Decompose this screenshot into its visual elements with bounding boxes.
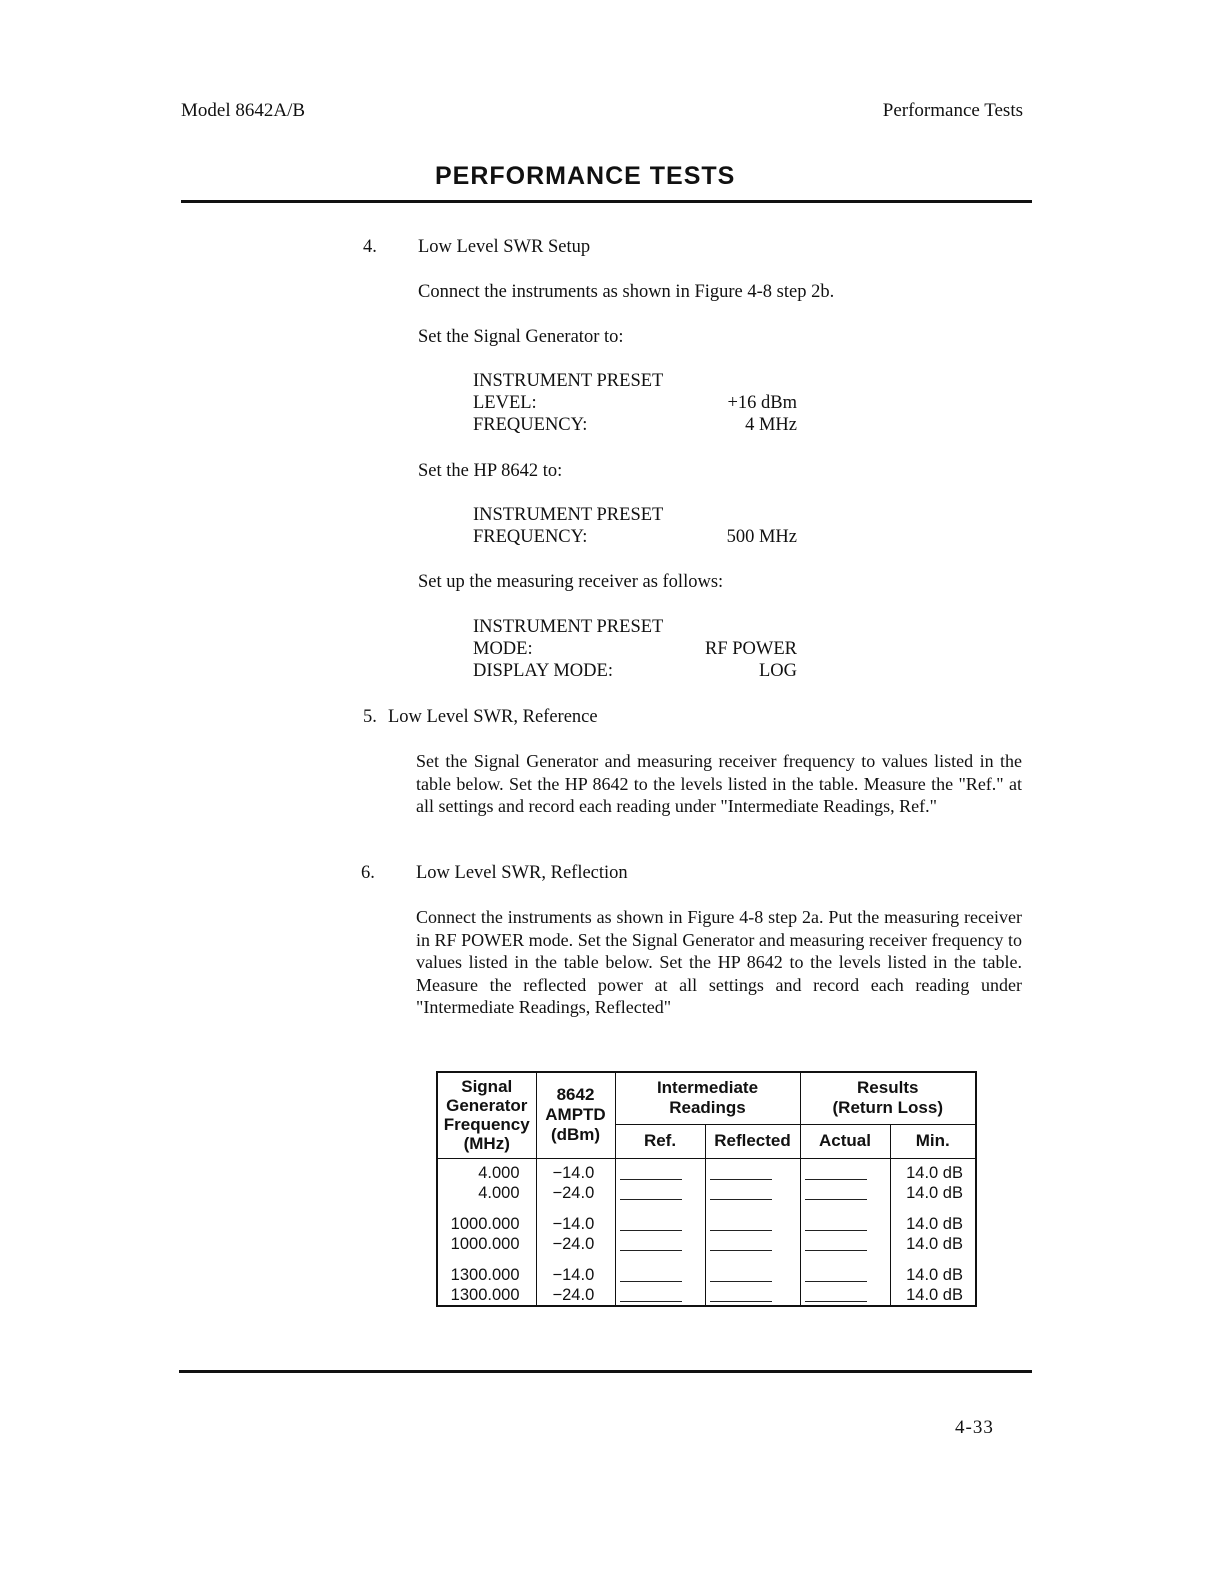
table-row: [437, 1234, 976, 1254]
page-title: PERFORMANCE TESTS: [435, 162, 736, 190]
step4-receiver-intro: Set up the measuring receiver as follows:: [418, 572, 724, 592]
cell-amptd: −14.0: [536, 1265, 615, 1285]
entry-reflected[interactable]: [705, 1234, 800, 1254]
siggen-setting-value: 4 MHz: [745, 415, 797, 435]
table-row: [437, 1163, 976, 1183]
table-row: [437, 1285, 976, 1306]
entry-reflected[interactable]: [705, 1183, 800, 1203]
hp-setting-value: 500 MHz: [726, 527, 797, 547]
page-number: 4-33: [955, 1417, 994, 1438]
table-row: [437, 1183, 976, 1203]
entry-ref[interactable]: [615, 1214, 705, 1234]
entry-actual[interactable]: [800, 1234, 890, 1254]
footer-rule: [179, 1370, 1032, 1373]
entry-ref[interactable]: [615, 1183, 705, 1203]
receiver-setting-label: MODE:: [473, 639, 533, 659]
step4-connect: Connect the instruments as shown in Figure 4-8 step 2b.: [418, 282, 835, 302]
siggen-setting-value: +16 dBm: [727, 393, 797, 413]
table-row: [437, 1214, 976, 1234]
table-row: [437, 1265, 976, 1285]
cell-min: 14.0 dB: [890, 1265, 976, 1285]
entry-ref[interactable]: [615, 1285, 705, 1306]
step4-hp-intro: Set the HP 8642 to:: [418, 461, 563, 481]
hp-setting-label: INSTRUMENT PRESET: [473, 505, 664, 525]
column-header-min: Min.: [890, 1124, 976, 1158]
cell-min: 14.0 dB: [890, 1163, 976, 1183]
cell-amptd: −14.0: [536, 1214, 615, 1234]
receiver-setting-label: DISPLAY MODE:: [473, 661, 613, 681]
column-header-actual: Actual: [800, 1124, 890, 1158]
step4-siggen-intro: Set the Signal Generator to:: [418, 327, 624, 347]
cell-min: 14.0 dB: [890, 1183, 976, 1203]
cell-amptd: −24.0: [536, 1234, 615, 1254]
receiver-setting-value: LOG: [758, 661, 797, 681]
cell-frequency: 1000.000: [437, 1214, 536, 1234]
step6-body: Connect the instruments as shown in Figure 4-8 step 2a. Put the measuring receiver in RF POWER mode. Set the Signal Generator and measuring receiver frequency to values listed in the table below. Set the HP 8642 to the levels listed in the table. Measure the reflected power at all settings and record each reading under "Intermediate Readings, Reflected": [416, 907, 1022, 1017]
entry-ref[interactable]: [615, 1234, 705, 1254]
cell-frequency: 1300.000: [437, 1265, 536, 1285]
group-header-results: Results (Return Loss): [800, 1072, 976, 1124]
cell-min: 14.0 dB: [890, 1234, 976, 1254]
cell-frequency: 4.000: [437, 1183, 536, 1203]
siggen-setting-label: INSTRUMENT PRESET: [473, 371, 664, 391]
cell-amptd: −24.0: [536, 1285, 615, 1306]
cell-min: 14.0 dB: [890, 1214, 976, 1234]
entry-reflected[interactable]: [705, 1285, 800, 1306]
step5-body: Set the Signal Generator and measuring receiver frequency to values listed in the table below. Set the HP 8642 to the levels listed in the table. Measure the "Ref." at all settings and record each reading under "Intermediate Readings, Ref.": [416, 751, 1022, 816]
swr-results-table: [436, 1071, 977, 1307]
column-header-frequency: Signal Generator Frequency (MHz): [437, 1072, 536, 1158]
column-header-amptd: 8642 AMPTD (dBm): [536, 1072, 615, 1158]
step4-heading: Low Level SWR Setup: [418, 237, 591, 257]
step5-number: 5.: [363, 707, 377, 727]
step5-heading: Low Level SWR, Reference: [388, 707, 598, 727]
siggen-setting-label: FREQUENCY:: [473, 415, 588, 435]
receiver-setting-label: INSTRUMENT PRESET: [473, 617, 664, 637]
entry-ref[interactable]: [615, 1163, 705, 1183]
receiver-setting-value: RF POWER: [704, 639, 797, 659]
cell-frequency: 1300.000: [437, 1285, 536, 1306]
step6-number: 6.: [361, 863, 375, 883]
siggen-setting-label: LEVEL:: [473, 393, 537, 413]
entry-reflected[interactable]: [705, 1265, 800, 1285]
cell-frequency: 4.000: [437, 1163, 536, 1183]
entry-ref[interactable]: [615, 1265, 705, 1285]
step6-heading: Low Level SWR, Reflection: [416, 863, 628, 883]
column-header-ref: Ref.: [615, 1124, 705, 1158]
entry-actual[interactable]: [800, 1183, 890, 1203]
entry-actual[interactable]: [800, 1163, 890, 1183]
group-header-intermediate: Intermediate Readings: [615, 1072, 800, 1124]
title-rule: [181, 200, 1032, 203]
cell-min: 14.0 dB: [890, 1285, 976, 1306]
step4-number: 4.: [363, 237, 377, 257]
entry-actual[interactable]: [800, 1285, 890, 1306]
cell-frequency: 1000.000: [437, 1234, 536, 1254]
header-section: Performance Tests: [882, 100, 1023, 121]
header-model: Model 8642A/B: [181, 100, 306, 121]
entry-reflected[interactable]: [705, 1214, 800, 1234]
hp-setting-label: FREQUENCY:: [473, 527, 588, 547]
entry-actual[interactable]: [800, 1214, 890, 1234]
entry-reflected[interactable]: [705, 1163, 800, 1183]
column-header-reflected: Reflected: [705, 1124, 800, 1158]
cell-amptd: −24.0: [536, 1183, 615, 1203]
entry-actual[interactable]: [800, 1265, 890, 1285]
cell-amptd: −14.0: [536, 1163, 615, 1183]
